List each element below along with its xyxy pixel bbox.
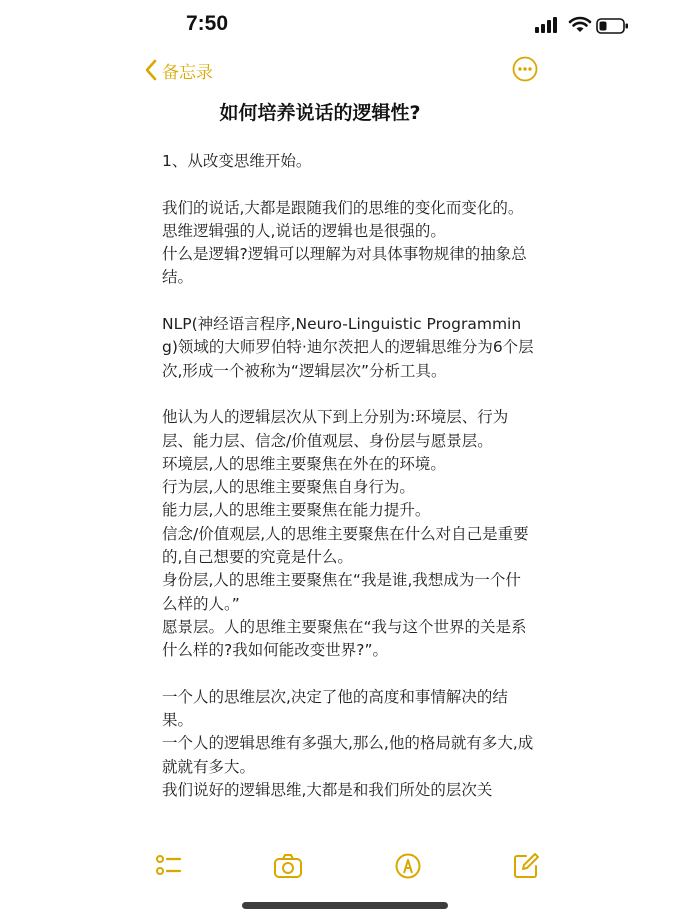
note-paragraph: 一个人的逻辑思维有多强大,那么,他的格局就有多大,成就就有多大。: [162, 734, 534, 776]
note-paragraph: 他认为人的逻辑层次从下到上分别为:环境层、行为层、能力层、信念/价值观层、身份层与愿景层。: [162, 408, 509, 450]
note-title[interactable]: 如何培养说话的逻辑性?: [219, 102, 421, 124]
cellular-signal-icon: [534, 16, 560, 34]
note-paragraph: 能力层,人的思维主要聚焦在能力提升。: [162, 501, 431, 520]
checklist-button[interactable]: [155, 852, 183, 884]
note-paragraph: 一个人的思维层次,决定了他的高度和事情解决的结果。: [162, 687, 508, 730]
home-indicator: [242, 902, 448, 909]
battery-icon: [596, 17, 630, 35]
note-paragraph: 什么是逻辑?逻辑可以理解为对具体事物规律的抽象总结。: [162, 245, 527, 287]
note-paragraph: NLP(神经语言程序,Neuro-Linguistic Programming)领域的大师罗伯特·迪尔茨把人的逻辑思维分为6个层次,形成一个被称为“逻辑层次”分析工具。: [162, 315, 534, 380]
note-paragraph: 信念/价值观层,人的思维主要聚焦在什么对自己是重要的,自己想要的究竟是什么。: [162, 524, 529, 567]
back-button[interactable]: [144, 56, 213, 84]
note-body[interactable]: [162, 150, 534, 844]
blank-line: [162, 173, 534, 196]
compose-button[interactable]: [512, 852, 540, 884]
nav-bar: [0, 52, 690, 88]
wifi-icon: [568, 16, 592, 34]
note-paragraph: 我们的说话,大都是跟随我们的思维的变化而变化的。: [162, 198, 524, 217]
note-paragraph: 愿景层。人的思维主要聚焦在“我与这个世界的关是系什么样的?我如何能改变世界?”。: [162, 617, 527, 660]
note-paragraph: 环境层,人的思维主要聚焦在外在的环境。: [162, 454, 446, 473]
more-options-button[interactable]: [512, 56, 538, 86]
chevron-left-icon: [144, 59, 158, 81]
bottom-toolbar: [0, 848, 690, 888]
blank-line: [162, 290, 534, 313]
status-bar: [0, 0, 690, 48]
note-paragraph: 1、从改变思维开始。: [162, 152, 312, 170]
camera-icon: [273, 852, 303, 880]
note-paragraph: 身份层,人的思维主要聚焦在“我是谁,我想成为一个什么样的人。”: [162, 571, 521, 613]
markup-icon: [394, 852, 422, 880]
blank-line: [162, 383, 534, 406]
blank-line: [162, 663, 534, 686]
checklist-icon: [155, 852, 183, 880]
note-paragraph: 思维逻辑强的人,说话的逻辑也是很强的。: [162, 221, 446, 240]
ellipsis-circle-icon: [512, 56, 538, 82]
note-paragraph: 我们说好的逻辑思维,大都是和我们所处的层次关: [162, 781, 493, 800]
compose-icon: [512, 852, 540, 880]
markup-button[interactable]: [394, 852, 422, 884]
camera-button[interactable]: [273, 852, 303, 884]
status-time: 7:50: [186, 12, 229, 35]
note-paragraph: 行为层,人的思维主要聚焦自身行为。: [162, 478, 415, 497]
back-label: 备忘录: [162, 62, 213, 83]
